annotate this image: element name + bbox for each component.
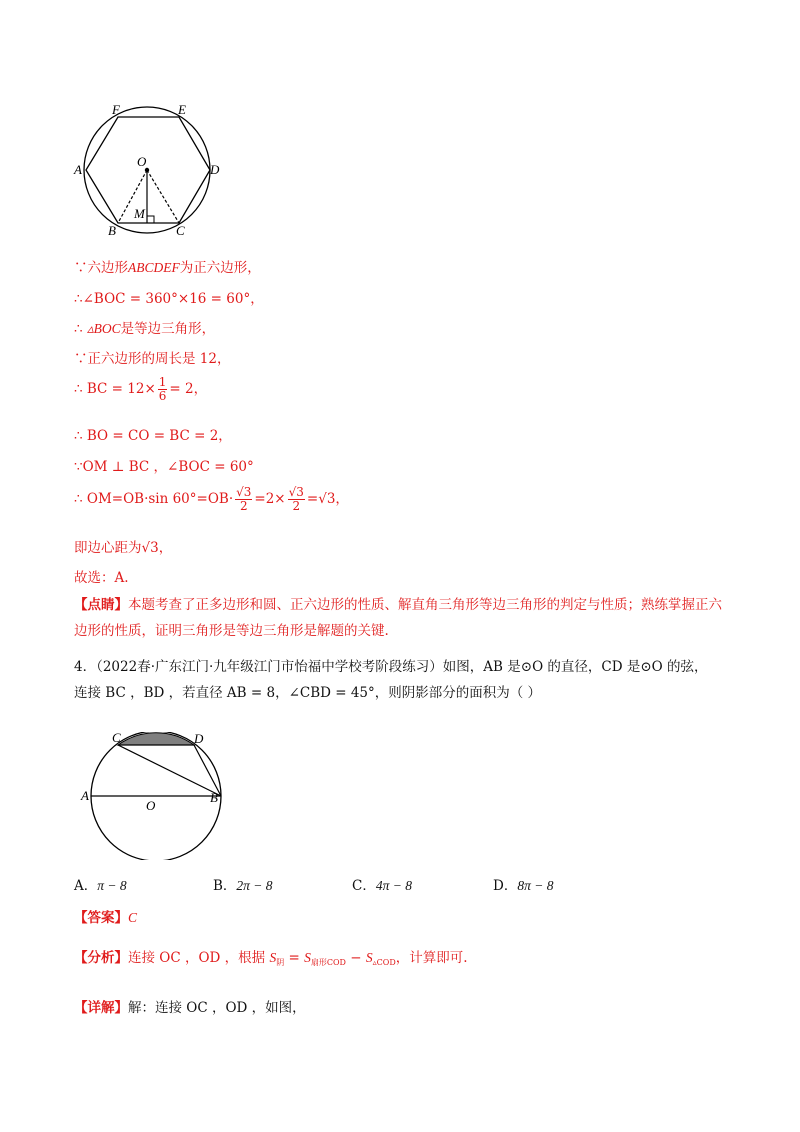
answer-line — [74, 906, 137, 926]
label-d: D — [210, 162, 220, 177]
solution-line-10: 故选：A. — [74, 570, 129, 586]
dianjing-text: 本题考查了正多边形和圆、正六边形的性质、解直角三角形等边三角形的判定与性质；熟练掌握正六边形的性质，证明三角形是等边三角形是解题的关键. — [74, 597, 722, 639]
math-sub: 阴 — [276, 958, 285, 967]
solution-line-7: ∵OM ⊥ BC ，∠BOC = 60° — [74, 459, 254, 475]
dianjing-paragraph — [74, 592, 734, 644]
fraction — [158, 376, 168, 403]
option-value: 2π − 8 — [236, 878, 273, 893]
detail-line — [74, 996, 306, 1016]
fraction — [235, 486, 252, 513]
answer-tag: 【答案】 — [74, 910, 128, 926]
circle-diagram — [72, 732, 232, 860]
label-d: D — [194, 732, 204, 746]
circle-figure — [72, 732, 232, 860]
right-angle-mark — [147, 216, 154, 223]
option-c[interactable] — [352, 874, 412, 894]
option-key: C． — [352, 878, 376, 894]
numerator: √3 — [236, 485, 252, 499]
option-key: B． — [213, 878, 237, 894]
option-b[interactable] — [213, 874, 273, 894]
option-a[interactable] — [74, 874, 127, 894]
segment-oc — [147, 170, 179, 223]
option-key: D． — [493, 878, 518, 894]
math-s: S — [365, 950, 373, 965]
question-text: 连接 BC ，BD ，若直径 AB = 8，∠CBD = 45°，则阴影部分的面积为（ ） — [74, 685, 542, 701]
solution-line-2: ∴∠BOC = 360°×16 = 60°， — [74, 291, 264, 307]
text: =√3， — [306, 491, 349, 507]
math-op: = — [284, 950, 305, 966]
segment-cb — [118, 745, 221, 796]
fraction — [288, 486, 305, 513]
dianjing-tag: 【点睛】 — [74, 597, 128, 613]
option-value: 8π − 8 — [517, 878, 554, 893]
denominator: 2 — [292, 499, 301, 513]
option-key: A． — [74, 878, 98, 894]
label-b: B — [210, 790, 218, 805]
question-number: 4． — [74, 659, 97, 675]
numerator: 1 — [158, 375, 167, 389]
denominator: 2 — [239, 499, 248, 513]
math-op: − — [345, 950, 366, 966]
segment-db — [194, 745, 221, 796]
label-a: A — [74, 162, 82, 177]
math-s: S — [269, 950, 277, 965]
label-b: B — [108, 223, 116, 238]
math-sub: 扇形COD — [310, 958, 346, 967]
text: ∵六边形 — [74, 260, 128, 276]
solution-line-6: ∴ BO = CO = BC = 2， — [74, 428, 232, 444]
analysis-text: 连接 OC ，OD ，根据 — [128, 950, 270, 966]
detail-tag: 【详解】 — [74, 1000, 128, 1016]
solution-line-1 — [74, 256, 261, 276]
text: ∴ — [74, 321, 87, 337]
hexagon-diagram — [70, 96, 230, 242]
math-sub: ▵COD — [372, 958, 396, 967]
label-c: C — [176, 223, 185, 238]
text: ∴ BC = 12× — [74, 381, 156, 397]
question-4 — [74, 654, 734, 706]
shaded-segment — [118, 733, 194, 745]
label-c: C — [112, 732, 121, 745]
label-f: F — [112, 102, 120, 117]
analysis-text: ，计算即可. — [395, 950, 468, 966]
denominator: 6 — [158, 389, 167, 403]
solution-line-5 — [74, 376, 207, 403]
option-d[interactable] — [493, 874, 553, 894]
solution-line-4: ∵正六边形的周长是 12， — [74, 351, 231, 367]
hexagon-figure — [70, 96, 230, 242]
solution-line-8 — [74, 486, 349, 513]
question-text: 如图，AB 是⊙O 的直径，CD 是⊙O 的弦， — [442, 659, 708, 675]
solution-line-9: 即边心距为√3， — [74, 540, 173, 556]
text: ∴ OM=OB·sin 60°=OB· — [74, 491, 234, 507]
option-value: 4π − 8 — [375, 878, 412, 893]
var: ▵BOC — [86, 321, 121, 336]
text: 是等边三角形， — [120, 321, 216, 337]
label-e: E — [178, 102, 186, 117]
label-o: O — [146, 798, 156, 813]
question-source: （2022春·广东江门·九年级江门市怡福中学校考阶段练习） — [96, 659, 443, 675]
numerator: √3 — [288, 485, 304, 499]
var: ABCDEF — [128, 260, 180, 275]
label-a: A — [81, 788, 89, 803]
text: = 2， — [169, 381, 208, 397]
analysis-line — [74, 946, 468, 968]
analysis-tag: 【分析】 — [74, 950, 128, 966]
solution-line-3 — [74, 317, 215, 337]
math-s: S — [304, 950, 311, 965]
text: =2× — [254, 491, 286, 507]
detail-text: 解：连接 OC ，OD ，如图， — [128, 1000, 306, 1016]
answer-value: C — [128, 910, 138, 925]
label-m: M — [134, 206, 145, 221]
option-value: π − 8 — [97, 878, 127, 893]
text: 为正六边形， — [179, 260, 261, 276]
label-o: O — [137, 154, 147, 169]
